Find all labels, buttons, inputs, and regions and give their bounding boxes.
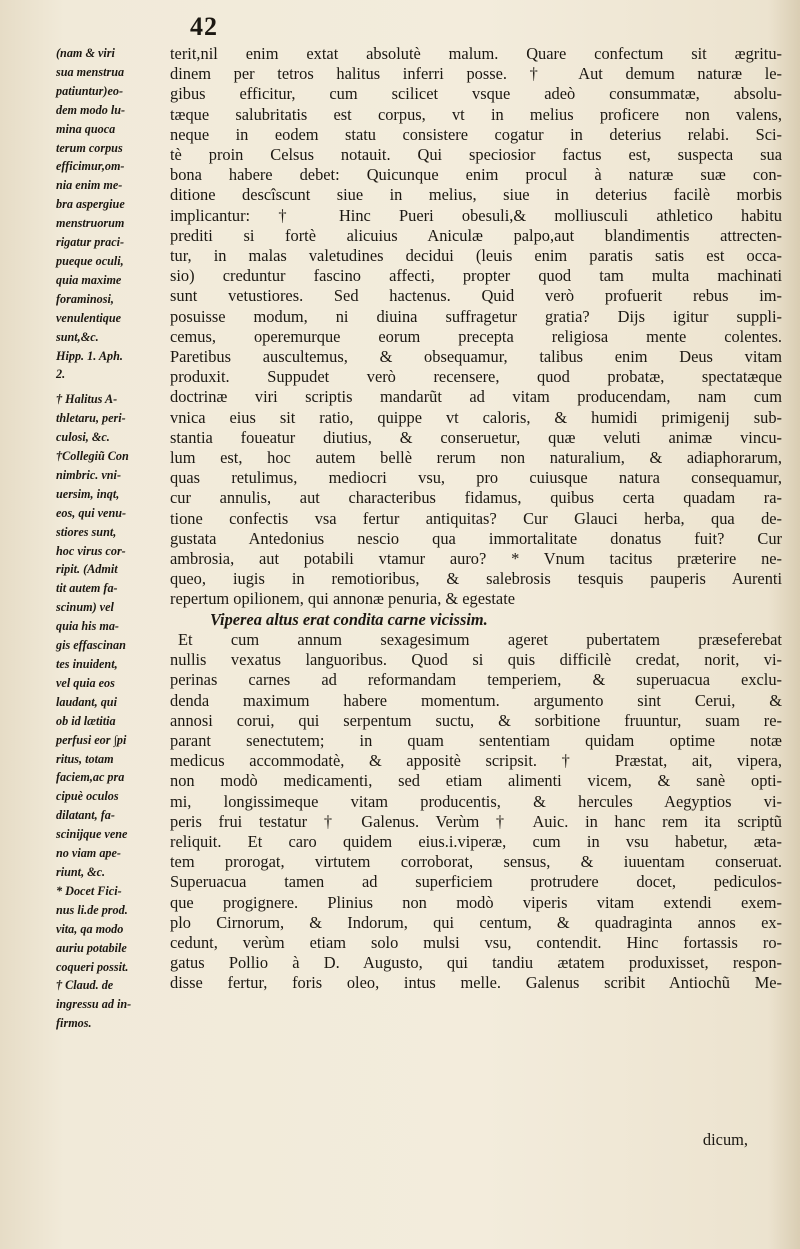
verse-quotation: Viperea altus erat condita carne vicissim. (210, 609, 488, 629)
text-line: cemus, operemurque eorum precepta religiosa mente colentes. (170, 326, 782, 346)
margin-note-line: mina quoca (56, 121, 116, 136)
margin-note-line: bra aspergiue (56, 197, 125, 212)
text-line: repertum opilionem, qui annonæ penuria, & egestate (170, 589, 516, 609)
margin-note-line: patiuntur)eo- (56, 83, 124, 98)
text-line: que progignere. Plinius non modò viperis vitam extendi exem- (170, 892, 782, 912)
text-line: gustata Antedonius nescio qua immortalitate donatus fuit? Cur (170, 528, 782, 548)
text-line: queo, iugis in remotioribus, & salebrosis tesquis pauperis Aurenti (170, 569, 782, 589)
margin-note-line: * Docet Fici- (56, 883, 122, 898)
margin-note-line: cipuè oculos (56, 789, 119, 804)
margin-note-line: stiores sunt, (56, 524, 117, 539)
text-line: sunt vetustiores. Sed hactenus. Quid verò profuerit rebus im- (170, 286, 782, 306)
margin-note-line: nia enim me- (56, 178, 123, 193)
margin-note-line: hoc virus cor- (56, 543, 126, 558)
margin-note-line: tes inuident, (56, 657, 118, 671)
text-line: Paretibus auscultemus, & obsequamur, talibus enim Deus vitam (170, 347, 782, 367)
text-line: stantia foueatur diutius, & conseruetur, quæ veluti animæ vincu- (170, 427, 782, 447)
text-line: terit,nil enim extat absolutè malum. Quare confectum sit ægritu- (170, 44, 782, 63)
text-line: bona habere debet: Quicunque enim procul à naturæ suæ con- (170, 165, 782, 185)
text-line: vnica eius sit ratio, quippe vt caloris, & humidi primigenij sub- (170, 407, 782, 427)
text-line: implicantur: † Hinc Pueri obesuli,& molliusculi athletico habitu (170, 205, 782, 225)
text-line: peris frui testatur † Galenus. Verùm † Auic. in hanc rem ita scriptũ (170, 811, 782, 831)
text-line: ambrosia, aut potabili vtamur auro? * Vnum tacitus præterire ne- (170, 549, 782, 569)
margin-note-line: sunt,&c. (56, 329, 99, 344)
margin-note-line: terum corpus (56, 140, 123, 155)
margin-note-line: thletaru, peri- (56, 411, 126, 426)
margin-note-line: eos, qui venu- (56, 505, 127, 520)
margin-note-line: culosi, &c. (56, 430, 110, 445)
text-line: parant senectutem; in quam sententiam quidam optime notæ (170, 730, 782, 750)
text-line: dinem per tetros halitus inferri posse. † Aut demum naturæ le- (170, 64, 782, 84)
margin-note-line: Hipp. 1. Aph. (56, 348, 123, 363)
margin-note-line: † Halitus A- (56, 392, 118, 407)
text-line: prediti si fortè alicuius Aniculæ palpo,aut blandimentis attrecten- (170, 225, 782, 245)
margin-note-line: quia his ma- (56, 619, 119, 634)
text-line: doctrinæ viri scriptis mandarũt ad vitam producendam, nam cum (170, 387, 782, 407)
margin-note-line: coqueri possit. (56, 959, 129, 974)
text-line: Et cum annum sexagesimum ageret pubertatem præseferebat (178, 629, 782, 649)
margin-note-line: nus li.de prod. (56, 902, 128, 917)
margin-note-line: venulentique (56, 310, 122, 325)
margin-note-line: riunt, &c. (56, 864, 106, 879)
text-line: cur annulis, aut characteribus fidamus, quibus certa quadam ra- (170, 488, 782, 508)
margin-note-line: quia maxime (56, 272, 122, 287)
margin-note-line: nimbric. vni- (56, 467, 122, 482)
text-line: tem prorogat, virtutem corroborat, sensus, & iuuentam conseruat. (170, 852, 782, 872)
text-line: denda maximum habere momentum. argumento sint Cerui, & (170, 690, 782, 710)
text-line: tur, in malas valetudines decidui (leuis enim paratis satis est occa- (170, 246, 782, 266)
margin-note-line: sua menstrua (56, 64, 125, 79)
text-line: Superuacua tamen ad superficiem protrudere docet, pediculos- (170, 872, 782, 892)
margin-note-line: scinum) vel (56, 600, 114, 615)
margin-note-line: dilatant, fa- (56, 808, 115, 823)
text-line: tè proin Celsus notauit. Qui speciosior factus est, suspecta sua (170, 145, 782, 165)
text-line: mi, longissimeque vitam producentis, & hercules Aegyptios vi- (170, 791, 782, 811)
margin-note-line: foraminosi, (56, 291, 114, 306)
margin-note-line: pueque oculi, (56, 253, 124, 268)
text-line: gibus efficitur, cum scilicet vsque adeò consummatæ, absolu- (170, 84, 782, 104)
margin-note-line: † Claud. de (56, 978, 114, 993)
text-line: quas retulimus, mediocri vsu, pro cuiusque natura consequamur, (170, 468, 782, 488)
margin-note-line: †Collegiũ Con (56, 449, 129, 464)
text-line: lum est, hoc autem bellè rerum non naturalium, & adiaphorarum, (170, 448, 782, 468)
text-line: posuisse modum, ni diuina suffragetur gratia? Dijs igitur suppli- (170, 306, 782, 326)
text-line: perinas carnes ad reformandam temperiem, & superuacua exclu- (170, 670, 782, 690)
text-line: produxit. Suppudet verò recensere, quod probatæ, spectatæque (170, 367, 782, 387)
margin-note-line: (nam & viri (56, 46, 115, 60)
margin-note-line: firmos. (56, 1016, 92, 1031)
text-line: plo Cirnorum, & Indorum, qui centum, & quadraginta annos ex- (170, 912, 782, 932)
text-line: ditione descîscunt siue in melius, siue in deterius facilè morbis (170, 185, 782, 205)
margin-note-line: ritus, totam (56, 751, 114, 766)
margin-note-line: auriu potabile (56, 940, 127, 955)
margin-note-line: no viam ape- (56, 846, 121, 861)
margin-note-line: efficimur,om- (56, 159, 125, 174)
text-line: nullis vexatus languoribus. Quod si quis difficilè credat, norit, vi- (170, 650, 782, 670)
text-line: reliquit. Et caro quidem eius.i.viperæ, cum in vsu habetur, æta- (170, 831, 782, 851)
margin-note-line: faciem,ac pra (56, 770, 125, 785)
page-number: 42 (190, 12, 218, 41)
margin-note-line: laudant, qui (56, 694, 117, 709)
margin-note-line: vita, qa modo (56, 921, 124, 936)
margin-note-line: dem modo lu- (56, 102, 126, 117)
margin-note-line: uersim, inqt, (56, 486, 120, 501)
text-line: disse fertur, foris oleo, intus melle. Galenus scribit Antiochũ Me- (170, 973, 782, 993)
text-line: tione confectis vsa fertur antiquitas? Cur Glauci herba, qua de- (170, 508, 782, 528)
catchword: dicum, (702, 1130, 748, 1149)
text-line: neque in eodem statu consistere cogatur in deterius relabi. Sci- (170, 124, 782, 144)
main-text-block (170, 44, 782, 994)
text-line: non modò medicamenti, sed etiam alimenti vicem, & sanè opti- (170, 771, 782, 791)
text-line: gatus Pollio à D. Augusto, qui tandiu ætatem produxisset, respon- (170, 953, 782, 973)
margin-note-line: rigatur praci- (56, 235, 125, 250)
text-line: sio) creduntur fascino affecti, propter quod tam multa machinati (170, 266, 782, 286)
margin-note-line: ripit. (Admit (56, 562, 118, 577)
margin-note-line: 2. (56, 367, 66, 382)
margin-note-line: gis effascinan (56, 638, 126, 653)
text-line: tæque salubritatis est corpus, vt in melius proficere non valens, (170, 104, 782, 124)
margin-note-line: scinijque vene (56, 827, 128, 842)
margin-note-line: tit autem fa- (56, 581, 118, 596)
margin-note-line: perfusi eor ∫pi (56, 732, 127, 747)
margin-note-line: ob id lætitia (56, 713, 116, 728)
margin-note-line: ingressu ad in- (56, 997, 132, 1012)
margin-note-line: menstruorum (56, 216, 125, 231)
margin-notes (56, 44, 164, 1033)
text-line: medicus accommodatè, & appositè scripsit. † Præstat, ait, vipera, (170, 751, 782, 771)
margin-note-line: vel quia eos (56, 675, 115, 690)
text-line: annosi corui, qui serpentum suctu, & sorbitione fruuntur, suam re- (170, 710, 782, 730)
text-line: cedunt, verùm etiam solo mulsi vsu, contendit. Hinc fortassis ro- (170, 932, 782, 952)
